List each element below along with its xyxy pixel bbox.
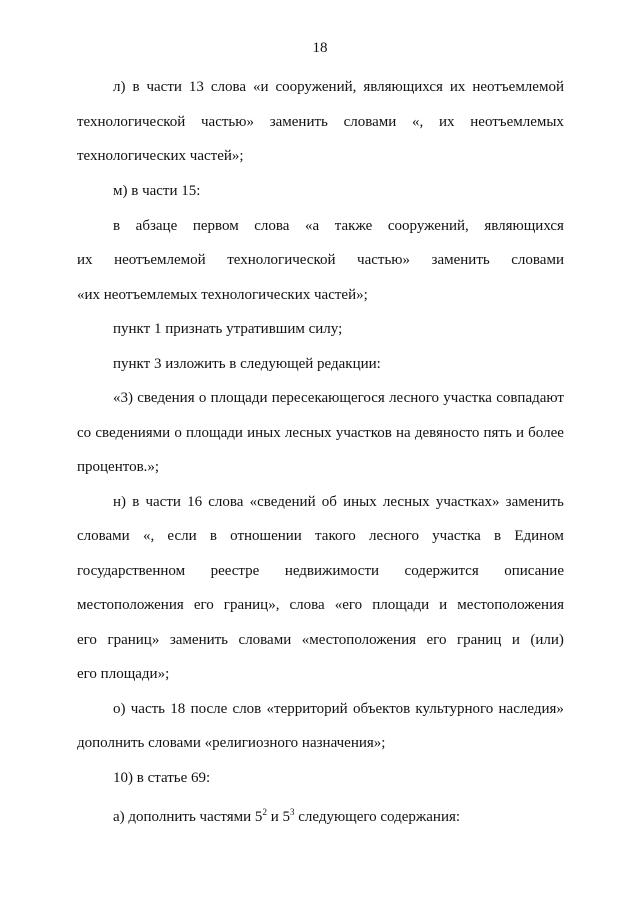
word: и xyxy=(515,425,525,441)
text-line xyxy=(113,700,564,718)
word: Едином xyxy=(514,528,564,544)
word: «3) xyxy=(113,390,133,406)
word: части xyxy=(146,79,182,95)
word: лесного xyxy=(389,390,440,406)
word: в xyxy=(132,79,140,95)
word: реестре xyxy=(210,563,260,579)
word: в xyxy=(113,218,121,234)
word: 18 xyxy=(170,701,186,717)
word: сведениями xyxy=(95,425,171,441)
word: площади xyxy=(186,425,243,441)
word: местоположения xyxy=(457,597,564,613)
text-line: пункт 3 изложить в следующей редакции: xyxy=(113,356,381,372)
superscript: 2 xyxy=(262,807,267,817)
word: словами xyxy=(511,252,564,268)
text-line xyxy=(77,596,564,614)
word: слов xyxy=(232,701,262,717)
word: «а xyxy=(305,218,320,234)
word: лесных xyxy=(284,425,332,441)
word: слова xyxy=(208,494,244,510)
word: части xyxy=(145,494,181,510)
word: в xyxy=(132,494,140,510)
word: девяносто xyxy=(414,425,480,441)
word: слова xyxy=(210,79,247,95)
word: сооружений, xyxy=(387,218,469,234)
word: об xyxy=(321,494,337,510)
word: наследия» xyxy=(498,701,564,717)
word: такого xyxy=(315,528,356,544)
word: первом xyxy=(192,218,239,234)
text-line: м) в части 15: xyxy=(113,183,201,199)
word: его xyxy=(77,632,97,648)
word: «, xyxy=(412,114,424,130)
word: объектов xyxy=(352,701,411,717)
word: неотъемлемой xyxy=(114,252,206,268)
word: их xyxy=(77,252,93,268)
word: лесного xyxy=(368,528,419,544)
word: пересекающегося xyxy=(271,390,385,406)
word: площади xyxy=(210,390,268,406)
text-line xyxy=(113,217,564,235)
word: сооружений, xyxy=(275,79,357,95)
word: «, xyxy=(142,528,155,544)
word: технологической xyxy=(227,252,336,268)
text-fragment: следующего содержания: xyxy=(294,809,461,825)
word: неотъемлемой xyxy=(472,79,564,95)
word: культурного xyxy=(415,701,494,717)
word: местоположения xyxy=(77,597,184,613)
text-line xyxy=(77,424,564,442)
word: «его xyxy=(334,597,363,613)
word: 16 xyxy=(187,494,203,510)
word: отношении xyxy=(230,528,302,544)
word: заменить xyxy=(269,114,328,130)
word: после xyxy=(190,701,228,717)
word: границ» xyxy=(107,632,160,648)
word: со xyxy=(77,425,92,441)
word: о xyxy=(198,390,207,406)
word: заменить xyxy=(431,252,490,268)
word: в xyxy=(209,528,217,544)
word: о xyxy=(174,425,182,441)
word: 13 xyxy=(188,79,204,95)
word: (или) xyxy=(530,632,564,648)
word: «сведений xyxy=(249,494,316,510)
text-line xyxy=(77,251,564,269)
word: участках» xyxy=(435,494,500,510)
word: лесных xyxy=(382,494,430,510)
word: его xyxy=(426,632,447,648)
word: на xyxy=(396,425,411,441)
word: часть xyxy=(130,701,166,717)
word: словами xyxy=(77,528,130,544)
word: сведения xyxy=(137,390,195,406)
text-line: дополнить словами «религиозного назначения»; xyxy=(77,735,386,751)
word: участка xyxy=(432,528,481,544)
word: в xyxy=(494,528,502,544)
word: являющихся xyxy=(363,79,443,95)
word: неотъемлемых xyxy=(470,114,564,130)
text-line xyxy=(77,113,564,131)
text-line: процентов.»; xyxy=(77,459,160,475)
text-line xyxy=(113,389,564,407)
text-line xyxy=(77,562,564,580)
word: заменить xyxy=(169,632,229,648)
superscript: 3 xyxy=(289,807,295,817)
text-line xyxy=(113,803,564,826)
word: частью» xyxy=(201,114,254,130)
word: государственном xyxy=(77,563,186,579)
word: описание xyxy=(504,563,564,579)
word: более xyxy=(528,425,564,441)
word: л) xyxy=(113,79,126,95)
word: его xyxy=(193,597,214,613)
text-fragment: и 5 xyxy=(266,809,290,825)
word: если xyxy=(167,528,197,544)
page-number: 18 xyxy=(312,40,328,56)
word: площади xyxy=(372,597,430,613)
word: словами xyxy=(238,632,292,648)
word: иных xyxy=(343,494,377,510)
word: являющихся xyxy=(484,218,564,234)
text-line: его площади»; xyxy=(77,666,170,682)
word: частью» xyxy=(357,252,411,268)
word: о) xyxy=(113,701,126,717)
word: иных xyxy=(247,425,281,441)
word: их xyxy=(439,114,455,130)
text-line: «их неотъемлемых технологических частей»; xyxy=(77,287,368,303)
word: н) xyxy=(113,494,127,510)
word: и xyxy=(511,632,520,648)
word: абзаце xyxy=(135,218,178,234)
word: «территорий xyxy=(266,701,348,717)
text-fragment: а) дополнить частями 5 xyxy=(113,809,263,825)
word: участков xyxy=(335,425,392,441)
word: также xyxy=(334,218,373,234)
word: слова xyxy=(254,218,290,234)
word: слова xyxy=(289,597,325,613)
word: заменить xyxy=(505,494,564,510)
word: недвижимости xyxy=(284,563,380,579)
text-line: 10) в статье 69: xyxy=(113,770,211,786)
word: и xyxy=(439,597,448,613)
word: границ xyxy=(456,632,502,648)
word: технологической xyxy=(77,114,186,130)
word: участка xyxy=(443,390,492,406)
text-line xyxy=(77,527,564,545)
word: содержится xyxy=(404,563,479,579)
word: «и xyxy=(252,79,269,95)
word: «местоположения xyxy=(301,632,417,648)
word: совпадают xyxy=(496,390,564,406)
word: их xyxy=(449,79,466,95)
text-line xyxy=(77,631,564,649)
text-line: технологических частей»; xyxy=(77,148,244,164)
text-line xyxy=(113,78,564,96)
word: границ», xyxy=(223,597,280,613)
word: словами xyxy=(343,114,397,130)
text-line: пункт 1 признать утратившим силу; xyxy=(113,321,343,337)
word: пять xyxy=(483,425,512,441)
text-line xyxy=(113,493,564,511)
